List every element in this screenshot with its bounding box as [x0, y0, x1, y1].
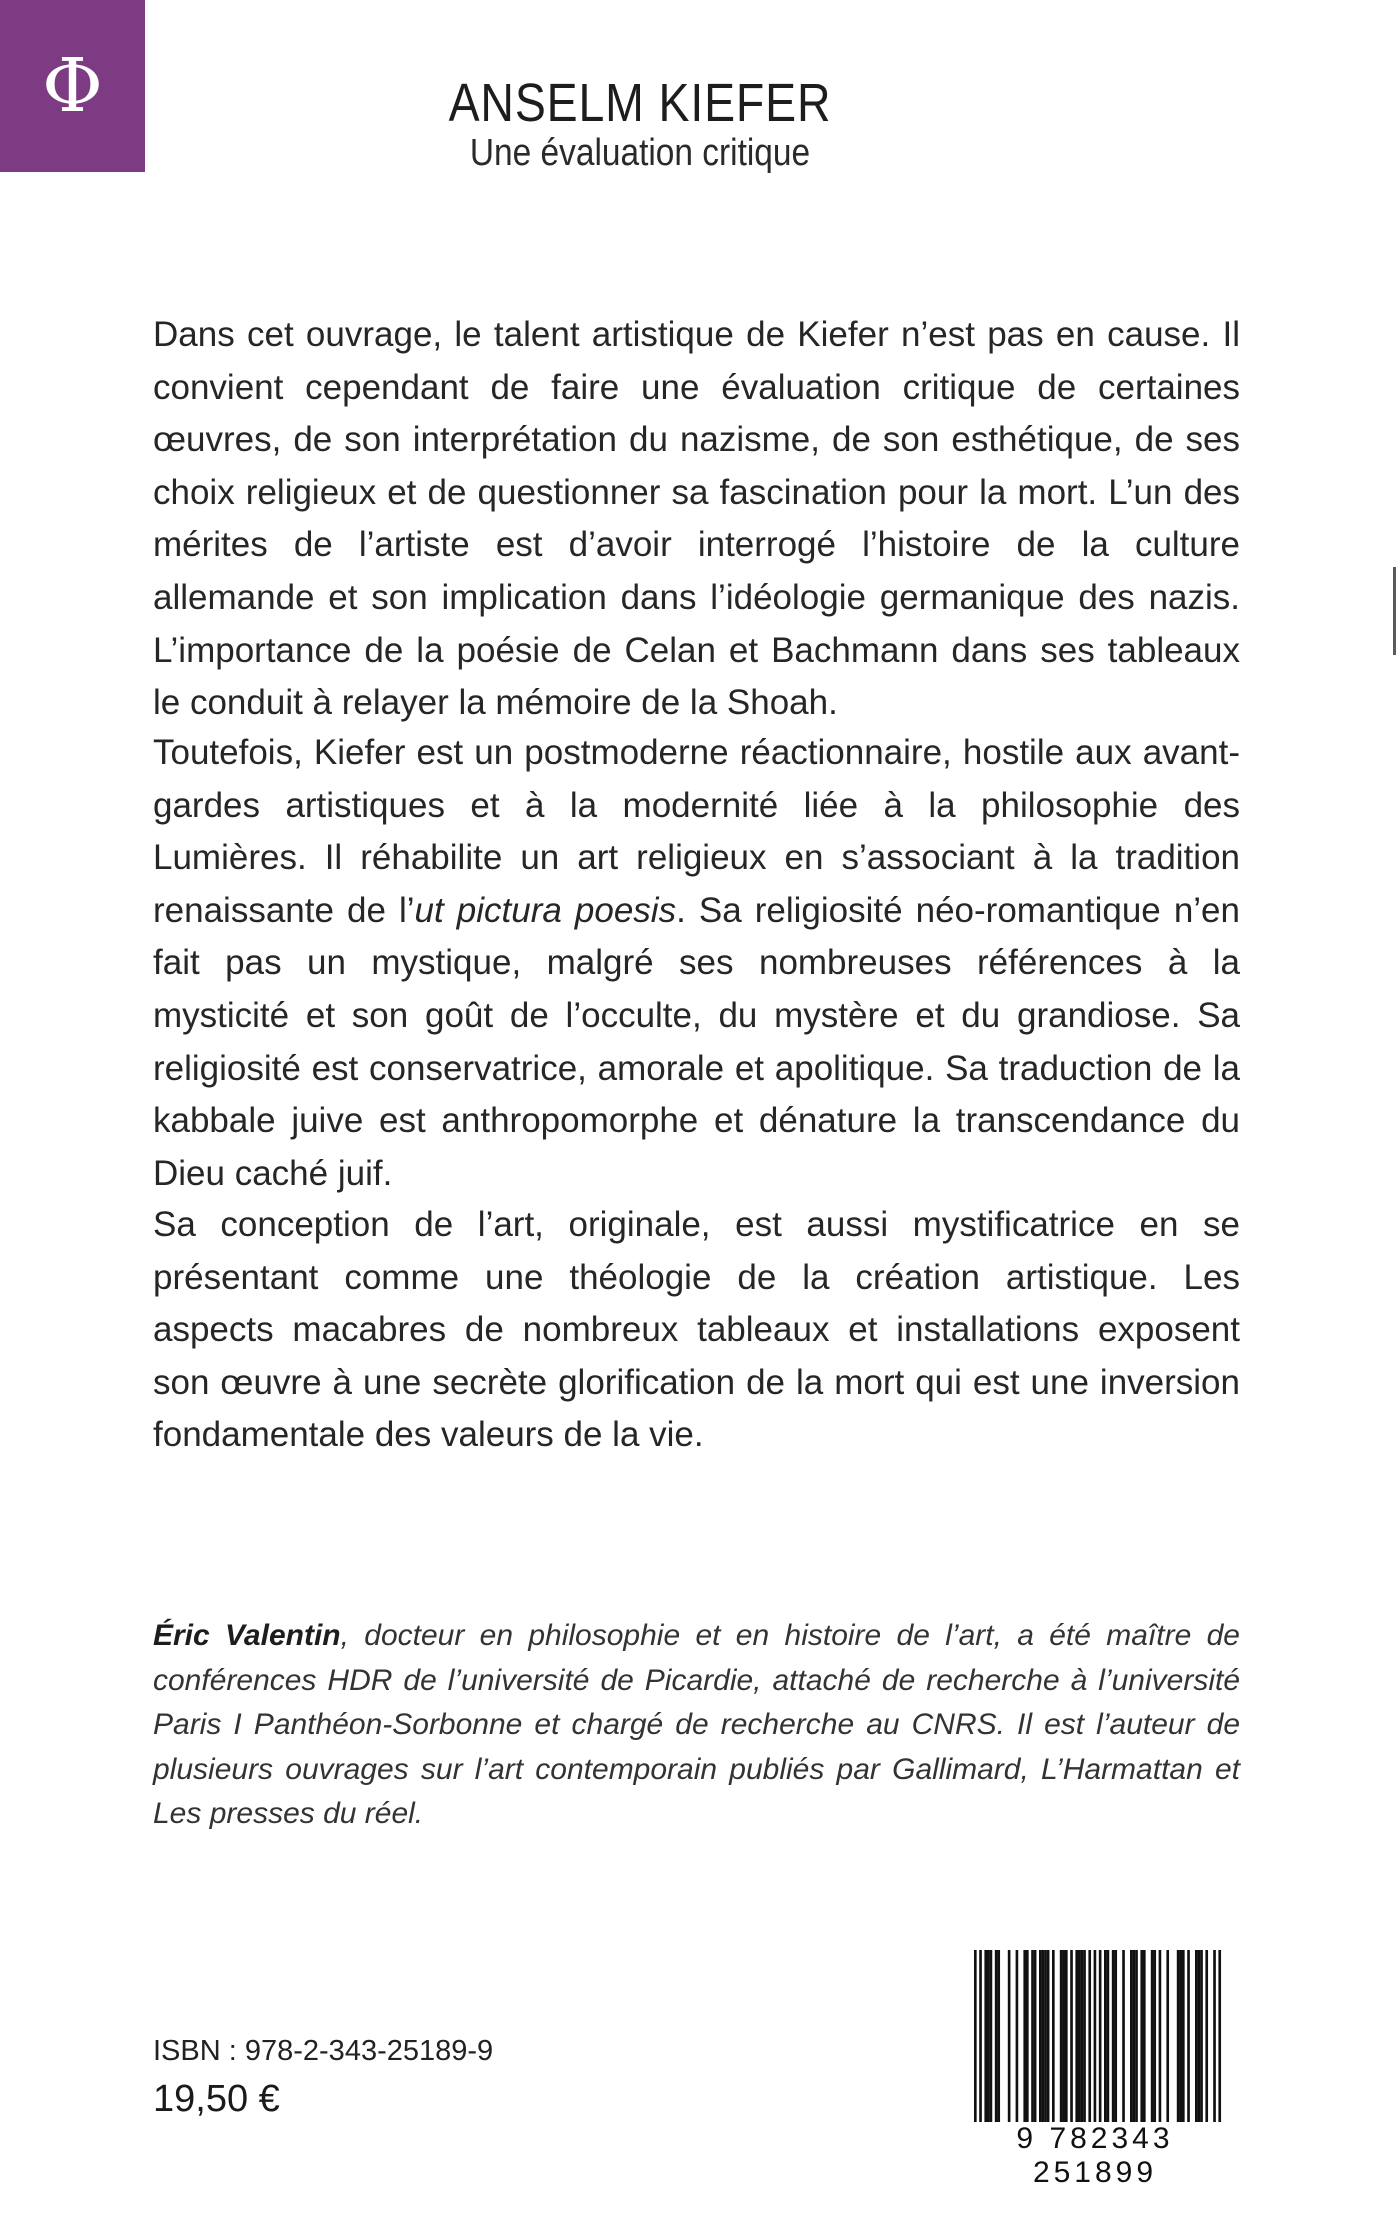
blurb-p2-text-a: Toutefois, Kiefer est un postmoderne réactionnaire, hostile aux avant-gardes artistiques et à la modernité liée à la philosophie des Lumières. Il réhabilite un art religieux en s’associant à la tradition renaissante de l’ — [153, 733, 1240, 930]
barcode-bar — [1062, 1950, 1065, 2122]
barcode-bar — [1177, 1950, 1180, 2122]
barcode-bar — [1099, 1950, 1102, 2138]
blurb-p2-text-b: . Sa religiosité néo-romantique n’en fait pas un mystique, malgré ses nombreuses références à la mysticité et son goût de l’occulte, du mystère et du grandiose. Sa religiosité est conservatrice, amorale et apolitique. Sa traduction de la kabbale juive est anthropomorphe et dénature la transcendance du Dieu caché juif. — [153, 890, 1240, 1193]
barcode-bar — [1094, 1950, 1097, 2138]
barcode-bar — [1070, 1950, 1073, 2122]
barcode-bar — [984, 1950, 987, 2122]
barcode-bar — [1200, 1950, 1203, 2122]
blurb-paragraph-3: Sa conception de l’art, originale, est aussi mystificatrice en se présentant comme une théologie de la création artistique. Les aspects macabres de nombreux tableaux et installations exposent son œuvre à une secrète glorification de la mort qui est une inversion fondamentale des valeurs de la vie. — [153, 1205, 1240, 1455]
barcode-bar — [1088, 1950, 1091, 2122]
barcode — [950, 1950, 1240, 2189]
barcode-bar — [1042, 1950, 1045, 2122]
barcode-bar — [1023, 1950, 1026, 2122]
phi-logo-icon: Φ — [42, 43, 103, 129]
barcode-bar — [1039, 1950, 1042, 2122]
barcode-bar — [987, 1950, 990, 2122]
barcode-bar — [1153, 1950, 1156, 2122]
barcode-bar — [1182, 1950, 1185, 2122]
blurb-p2-italic: ut pictura poesis — [414, 890, 677, 930]
publisher-logo — [0, 0, 145, 172]
isbn: ISBN : 978-2-343-25189-9 — [153, 2035, 494, 2067]
barcode-bar — [1166, 1950, 1169, 2122]
barcode-bar — [1114, 1950, 1117, 2122]
barcode-bar — [1034, 1950, 1037, 2122]
barcode-bar — [997, 1950, 1000, 2122]
barcode-bar — [990, 1950, 993, 2122]
barcode-bar — [1179, 1950, 1182, 2122]
blurb-paragraph-1: Dans cet ouvrage, le talent artistique de Kiefer n’est pas en cause. Il convient cependant de faire une évaluation critique de certaines œuvres, de son interprétation du nazisme, de son esthétique, de ses choix religieux et de questionner sa fascination pour la mort. L’un des mérites de l’artiste est d’avoir interrogé l’histoire de la culture allemande et son implication dans l’idéologie germanique des nazis. L’importance de la poésie de Celan et Bachmann dans ses tableaux le conduit à relayer la mémoire de la Shoah. — [153, 315, 1240, 723]
barcode-bar — [1060, 1950, 1063, 2122]
barcode-bar — [1151, 1950, 1154, 2122]
trim-mark — [1393, 567, 1396, 655]
blurb-paragraph-2 — [153, 727, 1240, 1200]
barcode-bar — [1008, 1950, 1011, 2122]
barcode-bar — [995, 1950, 998, 2122]
barcode-bar — [1081, 1950, 1084, 2122]
barcode-bar — [1135, 1950, 1138, 2122]
barcode-bar — [1052, 1950, 1055, 2122]
barcode-bar — [1107, 1950, 1110, 2122]
barcode-bar — [1130, 1950, 1133, 2122]
barcode-bar — [979, 1950, 982, 2138]
barcode-bar — [1159, 1950, 1162, 2122]
barcode-bar — [1044, 1950, 1047, 2122]
barcode-bar — [1195, 1950, 1198, 2122]
barcode-bar — [1112, 1950, 1115, 2122]
barcode-bar — [1026, 1950, 1029, 2122]
price: 19,50 € — [153, 2078, 280, 2120]
barcode-digits: 9 782343 251899 — [950, 2122, 1240, 2190]
author-name: Éric Valentin — [153, 1619, 341, 1652]
barcode-bar — [1205, 1950, 1208, 2122]
barcode-bar — [1047, 1950, 1050, 2122]
book-subtitle: Une évaluation critique — [469, 132, 811, 174]
author-bio-text: , docteur en philosophie et en histoire de l’art, a été maître de conférences HDR de l’université de Picardie, attaché de recherche à l’université Paris I Panthéon-Sorbonne et chargé de recherche au CNRS. Il est l’auteur de plusieurs ouvrages sur l’art contemporain publiés par Gallimard, L’Harmattan et Les presses du réel. — [153, 1619, 1240, 1830]
barcode-bar — [1122, 1950, 1125, 2122]
barcode-bar — [1075, 1950, 1078, 2122]
barcode-bar — [1104, 1950, 1107, 2122]
barcode-bar — [1198, 1950, 1201, 2122]
barcode-bar — [1213, 1950, 1216, 2138]
book-title: ANSELM KIEFER — [448, 73, 832, 133]
barcode-bar — [1031, 1950, 1034, 2122]
barcode-bar — [1218, 1950, 1221, 2138]
barcode-bars — [950, 1950, 1240, 2140]
barcode-bar — [1078, 1950, 1081, 2122]
barcode-bar — [1083, 1950, 1086, 2122]
barcode-bar — [1187, 1950, 1190, 2122]
barcode-bar — [1140, 1950, 1143, 2122]
barcode-bar — [1143, 1950, 1146, 2122]
barcode-bar — [974, 1950, 977, 2138]
author-bio — [153, 1614, 1240, 1837]
barcode-bar — [1065, 1950, 1068, 2122]
barcode-bar — [1133, 1950, 1136, 2122]
barcode-bar — [1016, 1950, 1019, 2122]
